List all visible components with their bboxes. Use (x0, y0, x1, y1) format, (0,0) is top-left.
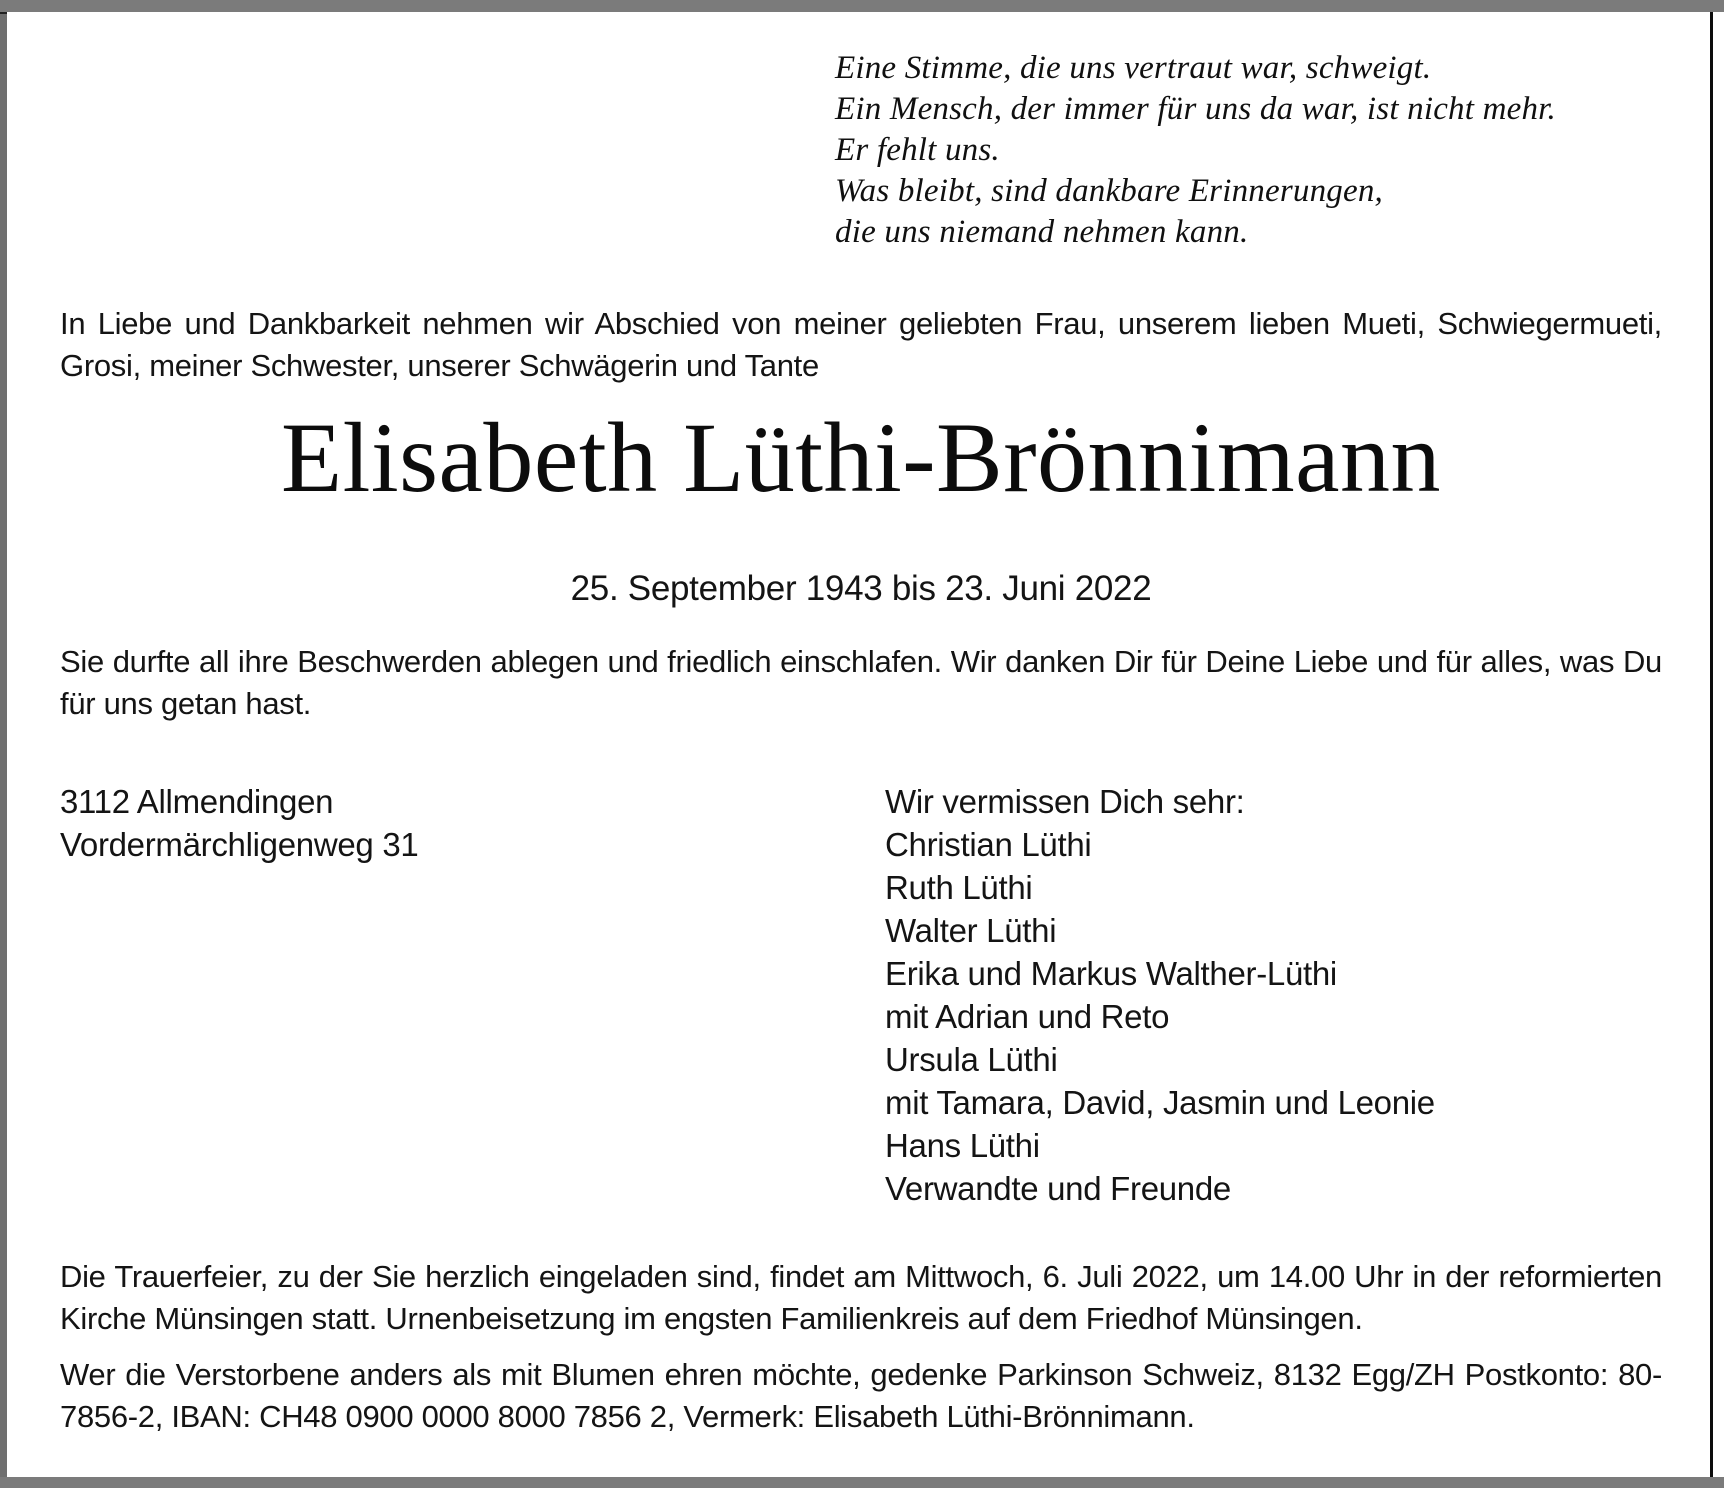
address-line: 3112 Allmendingen (60, 783, 334, 820)
address-and-mourners (60, 780, 1662, 1210)
obituary-content (7, 48, 1710, 1438)
intro-paragraph: In Liebe und Dankbarkeit nehmen wir Abschied von meiner geliebten Frau, unserem lieben Mueti, Schwiegermueti, Grosi, meiner Schwester, unserer Schwägerin und Tante (60, 306, 1662, 383)
poem-line: Was bleibt, sind dankbare Erinnerungen, (835, 173, 1383, 209)
mourners-heading: Wir vermissen Dich sehr: (885, 783, 1245, 820)
poem-line: Ein Mensch, der immer für uns da war, ist nicht mehr. (835, 91, 1556, 127)
window-edge-top (0, 0, 1724, 12)
life-dates: 25. September 1943 bis 23. Juni 2022 (570, 569, 1152, 608)
mourner-name: Verwandte und Freunde (885, 1170, 1231, 1207)
mourners-list (885, 780, 1662, 1210)
mourner-name: Hans Lüthi (885, 1127, 1040, 1164)
mourner-name: Erika und Markus Walther-Lüthi (885, 955, 1337, 992)
mourner-name: Walter Lüthi (885, 912, 1057, 949)
mourner-name: mit Adrian und Reto (885, 998, 1170, 1035)
poem-line: Eine Stimme, die uns vertraut war, schweigt. (835, 50, 1432, 86)
address-block (60, 780, 885, 1210)
deceased-name-title: Elisabeth Lüthi-Brönnimann (280, 402, 1442, 513)
farewell-paragraph: Sie durfte all ihre Beschwerden ablegen und friedlich einschlafen. Wir danken Dir für Deine Liebe und für alles, was Du für uns getan hast. (60, 644, 1662, 721)
poem-line: die uns niemand nehmen kann. (835, 214, 1249, 250)
memorial-poem (835, 48, 1662, 253)
obituary-sheet (7, 12, 1710, 1477)
address-line: Vordermärchligenweg 31 (60, 826, 419, 863)
poem-line: Er fehlt uns. (835, 132, 1000, 168)
funeral-service-paragraph: Die Trauerfeier, zu der Sie herzlich eingeladen sind, findet am Mittwoch, 6. Juli 2022, um 14.00 Uhr in der reformierten Kirche Münsingen statt. Urnenbeisetzung im engsten Familienkreis auf dem Friedhof Münsingen. (60, 1259, 1662, 1336)
mourner-name: Christian Lüthi (885, 826, 1092, 863)
donation-paragraph: Wer die Verstorbene anders als mit Blumen ehren möchte, gedenke Parkinson Schweiz, 8132 Egg/ZH Postkonto: 80-7856-2, IBAN: CH48 0900 0000 8000 7856 2, Vermerk: Elisabeth Lüthi-Brönnimann. (60, 1357, 1662, 1434)
mourner-name: Ruth Lüthi (885, 869, 1033, 906)
mourner-name: Ursula Lüthi (885, 1041, 1058, 1078)
window-edge-bottom (0, 1477, 1724, 1488)
notice-frame-right-border (1710, 12, 1713, 1477)
window-edge-left (0, 12, 7, 1479)
mourner-name: mit Tamara, David, Jasmin und Leonie (885, 1084, 1435, 1121)
